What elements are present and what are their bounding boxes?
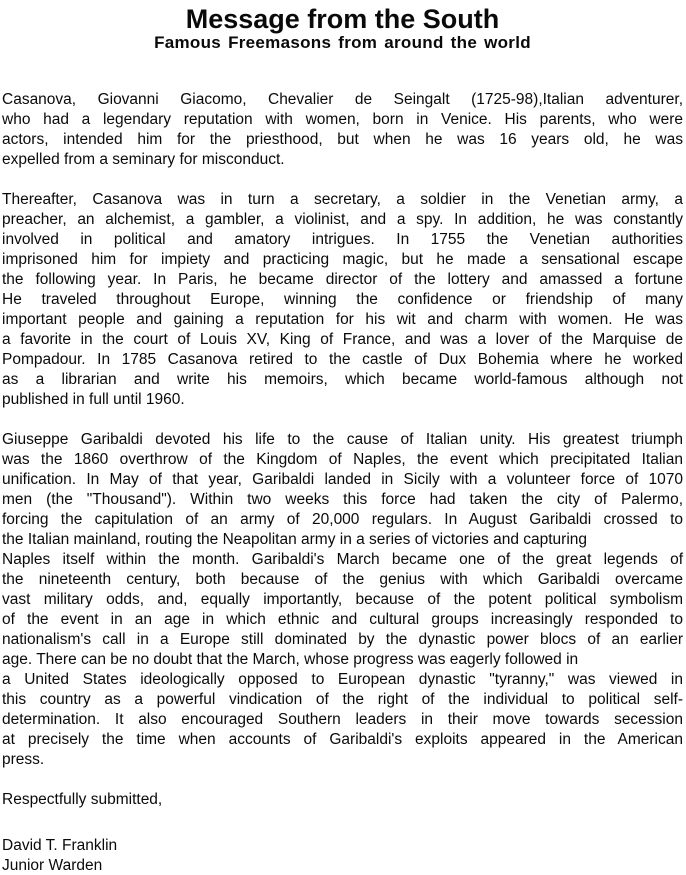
text-line: men (the "Thousand"). Within two weeks this force had taken the city of Palermo, (2, 491, 683, 508)
text-line: vast military odds, and, equally importantly, because of the potent political symbolism (2, 591, 683, 608)
paragraph (2, 430, 683, 770)
text-line: published in full until 1960. (2, 391, 185, 408)
text-line: Casanova, Giovanni Giacomo, Chevalier de Seingalt (1725-98),Italian adventurer, (2, 91, 683, 108)
text-line: Thereafter, Casanova was in turn a secretary, a soldier in the Venetian army, a (2, 191, 683, 208)
text-line: determination. It also encouraged Southern leaders in their move towards secession (2, 711, 683, 728)
text-line: a United States ideologically opposed to European dynastic "tyranny," was viewed in (2, 671, 683, 688)
text-line: as a librarian and write his memoirs, which became world-famous although not (2, 371, 683, 388)
document-header (2, 4, 683, 52)
text-line: the nineteenth century, both because of the genius with which Garibaldi overcame (2, 571, 683, 588)
text-line: a favorite in the court of Louis XV, King of France, and was a lover of the Marquise de (2, 331, 683, 348)
signature-name: David T. Franklin (2, 837, 118, 854)
text-line: of the event in an age in which ethnic and cultural groups increasingly responded to (2, 611, 683, 628)
text-line: press. (2, 751, 45, 768)
text-line: imprisoned him for impiety and practicing magic, but he made a sensational escape (2, 251, 683, 268)
text-line: preacher, an alchemist, a gambler, a violinist, and a spy. In addition, he was constantly (2, 211, 683, 228)
text-line: actors, intended him for the priesthood, but when he was 16 years old, he was (2, 131, 683, 148)
text-line: unification. In May of that year, Garibaldi landed in Sicily with a volunteer force of 1070 (2, 471, 683, 488)
text-line: was the 1860 overthrow of the Kingdom of Naples, the event which precipitated Italian (2, 451, 683, 468)
text-line: expelled from a seminary for misconduct. (2, 151, 285, 168)
document-title: Message from the South (185, 4, 500, 34)
text-line: who had a legendary reputation with women, born in Venice. His parents, who were (2, 111, 683, 128)
text-line: nationalism's call in a Europe still dominated by the dynastic power blocs of an earlier (2, 631, 683, 648)
paragraph (2, 190, 683, 410)
closing-salutation: Respectfully submitted, (2, 791, 163, 808)
document-closing (2, 790, 683, 875)
paragraph (2, 90, 683, 170)
text-line: the following year. In Paris, he became director of the lottery and amassed a fortune (2, 271, 683, 288)
text-line: Pompadour. In 1785 Casanova retired to the castle of Dux Bohemia where he worked (2, 351, 683, 368)
text-line: the Italian mainland, routing the Neapolitan army in a series of victories and capturing (2, 531, 588, 548)
text-line: age. There can be no doubt that the March, whose progress was eagerly followed in (2, 651, 579, 668)
signature-title: Junior Warden (2, 857, 103, 874)
text-line: forcing the capitulation of an army of 20,000 regulars. In August Garibaldi crossed to (2, 511, 683, 528)
text-line: important people and gaining a reputation for his wit and charm with women. He was (2, 311, 683, 328)
text-line: He traveled throughout Europe, winning the confidence or friendship of many (2, 291, 683, 308)
text-line: Giuseppe Garibaldi devoted his life to the cause of Italian unity. His greatest triumph (2, 431, 683, 448)
document-subtitle: Famous Freemasons from around the world (154, 33, 531, 52)
text-line: at precisely the time when accounts of Garibaldi's exploits appeared in the American (2, 731, 683, 748)
text-line: this country as a powerful vindication of the right of the individual to political self- (2, 691, 683, 708)
text-line: Naples itself within the month. Garibaldi's March became one of the great legends of (2, 551, 683, 568)
text-line: involved in political and amatory intrigues. In 1755 the Venetian authorities (2, 231, 683, 248)
document-body (2, 90, 683, 770)
